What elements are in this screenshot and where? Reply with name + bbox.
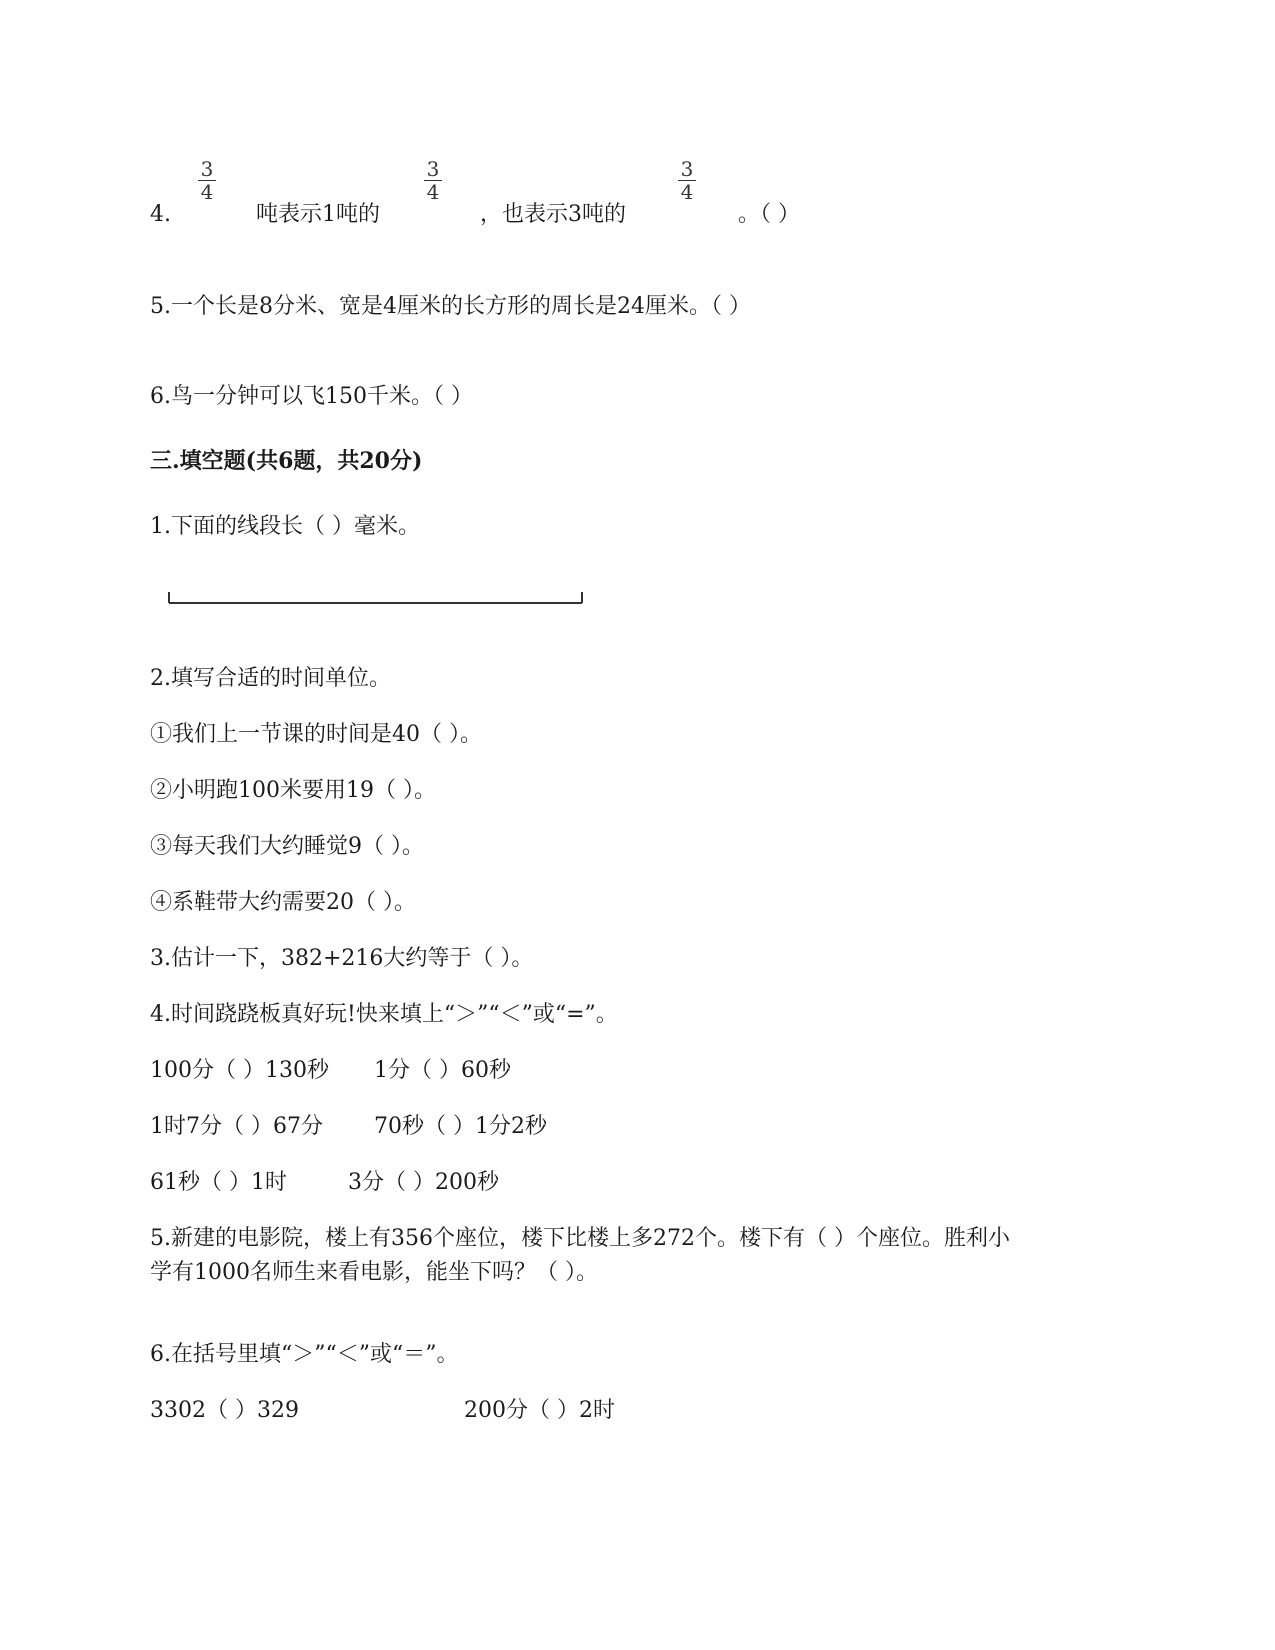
fill-q2-item: ③每天我们大约睡觉9（ ）。 — [150, 834, 424, 859]
judgement-q4-part2: ，也表示3吨的 — [480, 202, 626, 227]
fill-q2-item: ②小明跑100米要用19（ ）。 — [150, 778, 436, 803]
judgement-q4-prefix: 4. — [150, 202, 171, 227]
fill-q2-stem: 2.填写合适的时间单位。 — [150, 666, 391, 691]
fill-q4-cell: 3分（ ）200秒 — [348, 1170, 499, 1195]
fraction-numerator: 3 — [680, 157, 694, 181]
fill-q4-cell: 100分（ ）130秒 — [150, 1058, 329, 1083]
judgement-q6: 6.鸟一分钟可以飞150千米。（ ） — [150, 384, 473, 409]
fraction-numerator: 3 — [426, 157, 440, 181]
fraction-2 — [422, 158, 444, 203]
fraction-numerator: 3 — [200, 157, 214, 181]
fill-q4-stem: 4.时间跷跷板真好玩!快来填上“＞”“＜”或“=”。 — [150, 1002, 618, 1027]
fill-q3: 3.估计一下，382+216大约等于（ ）。 — [150, 946, 534, 971]
fill-q6-left: 3302（ ）329 — [150, 1398, 299, 1423]
fraction-3 — [676, 158, 698, 203]
judgement-q4-part3: 。（ ） — [738, 202, 800, 227]
fill-q5-line1: 5.新建的电影院，楼上有356个座位，楼下比楼上多272个。楼下有（ ）个座位。胜利小 — [150, 1226, 1010, 1251]
fill-q5-line2: 学有1000名师生来看电影，能坐下吗？（ ）。 — [150, 1260, 598, 1285]
fill-q1: 1.下面的线段长（ ）毫米。 — [150, 514, 420, 539]
fraction-denominator: 4 — [426, 180, 440, 204]
fill-q6-right: 200分（ ）2时 — [464, 1398, 615, 1423]
fill-q4-cell: 61秒（ ）1时 — [150, 1170, 287, 1195]
fill-q2-item: ①我们上一节课的时间是40（ ）。 — [150, 722, 482, 747]
fill-q4-cell: 1时7分（ ）67分 — [150, 1114, 323, 1139]
fraction-1 — [196, 158, 218, 203]
judgement-q5: 5.一个长是8分米、宽是4厘米的长方形的周长是24厘米。（ ） — [150, 294, 751, 319]
fraction-denominator: 4 — [680, 180, 694, 204]
fill-q2-item: ④系鞋带大约需要20（ ）。 — [150, 890, 416, 915]
judgement-q4-part1: 吨表示1吨的 — [256, 202, 380, 227]
line-segment — [168, 592, 583, 604]
section-title: 三.填空题(共6题，共20分) — [150, 448, 423, 474]
fill-q4-cell: 1分（ ）60秒 — [374, 1058, 511, 1083]
fill-q4-cell: 70秒（ ）1分2秒 — [374, 1114, 547, 1139]
fill-q6-stem: 6.在括号里填“＞”“＜”或“＝”。 — [150, 1342, 459, 1367]
fraction-denominator: 4 — [200, 180, 214, 204]
